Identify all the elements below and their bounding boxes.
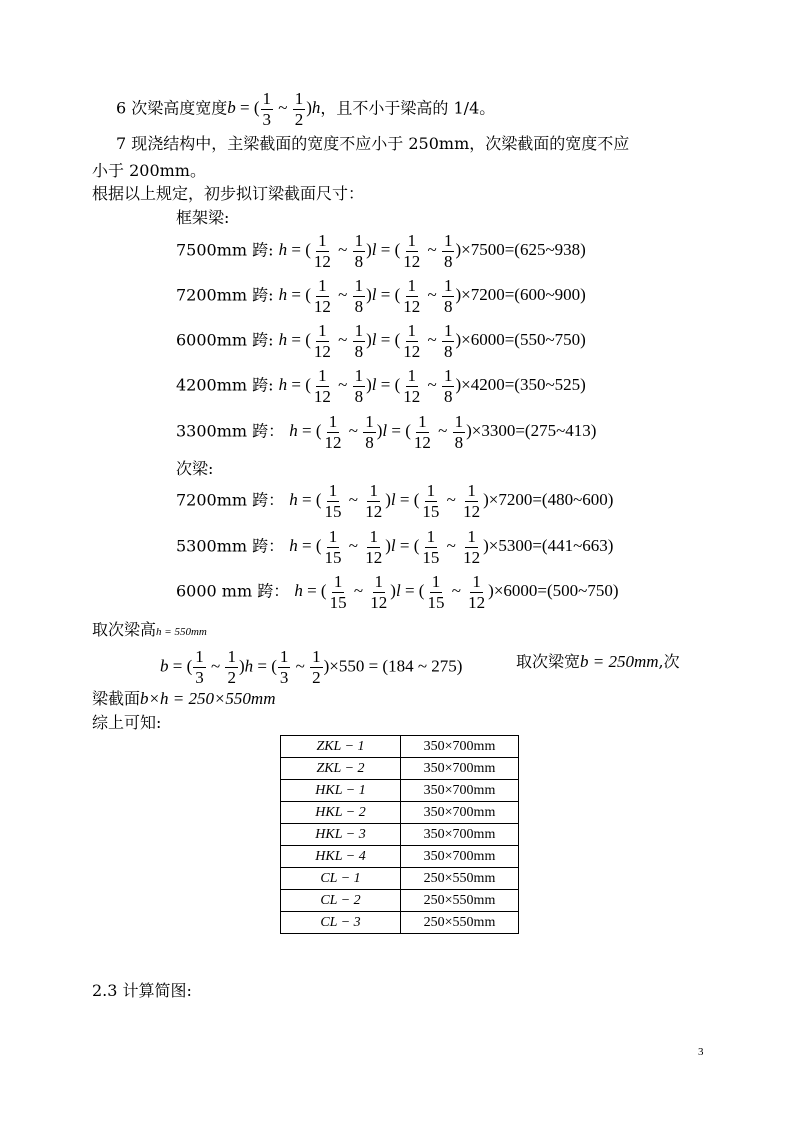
summary-heading: 综上可知:: [92, 713, 162, 732]
section-line-text: 梁截面: [92, 689, 141, 708]
fraction: $\frac{1}{12}$: [463, 481, 481, 521]
span-result: ×7200=(600~900): [461, 285, 586, 305]
span-formula: h = ( $\frac{1}{12}$ ~ $\frac{1}{8}$ )l = ( $\frac{1}{12}$ ~ $\frac{1}{8}$ )×7200=(600~900): [278, 276, 586, 316]
take-height-math: h = 550mm: [156, 626, 207, 638]
fraction: $\frac{1}{12}$: [313, 366, 331, 406]
span-label: 3300mm 跨：: [176, 421, 285, 441]
beam-size-cell: 350×700mm: [401, 802, 519, 824]
fraction: $\frac{1}{15}$: [324, 527, 342, 567]
fraction: $\frac{1}{15}$: [324, 481, 342, 521]
fraction: $\frac{1}{8}$: [354, 366, 364, 406]
page-number: 3: [698, 1046, 704, 1058]
rule-7-line-2: 小于 200mm。: [92, 161, 206, 180]
beam-name-cell: HKL − 1: [281, 780, 401, 802]
span-formula-row: [176, 482, 613, 521]
frame-beam-heading: 框架梁:: [176, 208, 230, 227]
table-row: [281, 758, 519, 780]
span-formula: h = ( $\frac{1}{12}$ ~ $\frac{1}{8}$ )l = ( $\frac{1}{12}$ ~ $\frac{1}{8}$ )×7500=(625~938): [278, 231, 586, 271]
span-formula-row: [176, 277, 586, 316]
take-width-trailing: ,次: [658, 652, 680, 671]
fraction: $\frac{1}{12}$: [313, 321, 331, 361]
fraction: $\frac{1}{12}$: [413, 412, 431, 452]
fraction: $\frac{1}{12}$: [463, 527, 481, 567]
span-formula: h = ( $\frac{1}{12}$ ~ $\frac{1}{8}$ )l = ( $\frac{1}{12}$ ~ $\frac{1}{8}$ )×3300=(275~413): [289, 412, 597, 452]
beam-size-cell: 350×700mm: [401, 758, 519, 780]
fraction: $\frac{1}{3}$: [195, 647, 204, 687]
rule-6-line: [116, 90, 495, 129]
beam-name-cell: HKL − 2: [281, 802, 401, 824]
beam-name-cell: CL − 2: [281, 890, 401, 912]
fraction: $\frac{1}{15}$: [427, 572, 445, 612]
beam-size-table: [280, 735, 519, 934]
span-formula-row: [176, 232, 586, 271]
beam-size-cell: 250×550mm: [401, 890, 519, 912]
span-result: ×3300=(275~413): [471, 421, 597, 441]
beam-size-cell: 250×550mm: [401, 868, 519, 890]
rule-7-line-1: 7 现浇结构中，主梁截面的宽度不应小于 250mm，次梁截面的宽度不应: [116, 134, 630, 153]
take-height-text: 取次梁高: [92, 620, 157, 639]
span-result: ×4200=(350~525): [461, 375, 586, 395]
fraction: $\frac{1}{12}$: [365, 527, 383, 567]
fraction: $\frac{1}{15}$: [422, 527, 440, 567]
beam-name-cell: CL − 1: [281, 868, 401, 890]
fraction: $\frac{1}{15}$: [329, 572, 347, 612]
span-label: 4200mm 跨:: [176, 375, 274, 395]
span-label: 6000mm 跨:: [176, 330, 274, 350]
beam-name-cell: CL − 3: [281, 912, 401, 934]
section-line-math: b×h = 250×550mm: [140, 689, 276, 708]
span-formula-row: [176, 573, 619, 612]
fraction: $\frac{1}{8}$: [354, 276, 364, 316]
equals-open: = (: [235, 98, 260, 118]
var-b: b: [227, 98, 236, 118]
span-formula: h = ( $\frac{1}{15}$ ~ $\frac{1}{12}$ )l = ( $\frac{1}{15}$ ~ $\frac{1}{12}$ )×7200=(480~600): [289, 481, 614, 521]
beam-size-cell: 350×700mm: [401, 780, 519, 802]
span-formula: h = ( $\frac{1}{12}$ ~ $\frac{1}{8}$ )l = ( $\frac{1}{12}$ ~ $\frac{1}{8}$ )×6000=(550~750): [278, 321, 586, 361]
take-width-text: 取次梁宽: [516, 652, 581, 671]
take-width-math: b = 250mm: [580, 652, 659, 671]
take-height-line: [92, 622, 207, 638]
rule-6-prefix: 6 次梁高度宽度: [116, 98, 228, 118]
fraction: $\frac{1}{12}$: [403, 366, 421, 406]
intro-text: 根据以上规定，初步拟订梁截面尺寸：: [92, 184, 365, 203]
fraction: $\frac{1}{12}$: [313, 276, 331, 316]
paren-close: ): [306, 98, 312, 118]
span-label: 5300mm 跨：: [176, 536, 285, 556]
fraction: $\frac{1}{12}$: [403, 321, 421, 361]
span-formula: h = ( $\frac{1}{15}$ ~ $\frac{1}{12}$ )l = ( $\frac{1}{15}$ ~ $\frac{1}{12}$ )×6000=(500~750): [294, 572, 619, 612]
span-label: 7500mm 跨:: [176, 240, 274, 260]
fraction: $\frac{1}{12}$: [313, 231, 331, 271]
beam-name-cell: ZKL − 2: [281, 758, 401, 780]
beam-name-cell: HKL − 3: [281, 824, 401, 846]
fraction: $\frac{1}{3}$: [262, 89, 272, 129]
fraction: $\frac{1}{8}$: [354, 231, 364, 271]
table-row: [281, 890, 519, 912]
span-label: 7200mm 跨：: [176, 490, 285, 510]
table-row: [281, 802, 519, 824]
fraction: $\frac{1}{8}$: [365, 412, 374, 452]
span-formula-row: [176, 528, 613, 567]
rule-6-suffix: ，且不小于梁高的 1/4。: [320, 98, 496, 118]
tilde: ~: [274, 98, 292, 118]
beam-size-cell: 250×550mm: [401, 912, 519, 934]
span-formula-row: [176, 413, 596, 452]
fraction: $\frac{1}{12}$: [370, 572, 388, 612]
take-width-line: [516, 653, 680, 670]
span-result: ×7200=(480~600): [488, 490, 614, 510]
beam-size-cell: 350×700mm: [401, 846, 519, 868]
fraction: $\frac{1}{8}$: [443, 231, 453, 271]
table-row: [281, 846, 519, 868]
fraction: $\frac{1}{8}$: [443, 276, 453, 316]
fraction: $\frac{1}{2}$: [312, 647, 321, 687]
fraction: $\frac{1}{8}$: [454, 412, 464, 452]
beam-size-cell: 350×700mm: [401, 736, 519, 758]
fraction: $\frac{1}{8}$: [443, 366, 453, 406]
fraction: $\frac{1}{3}$: [279, 647, 289, 687]
table-row: [281, 780, 519, 802]
width-equation: b = ( $\frac{1}{3}$ ~ $\frac{1}{2}$ )h = ( $\frac{1}{3}$ ~ $\frac{1}{2}$ )×550 = (184 ~ 275): [160, 647, 463, 687]
fraction: $\frac{1}{12}$: [365, 481, 383, 521]
table-row: [281, 868, 519, 890]
span-result: ×6000=(550~750): [461, 330, 586, 350]
table-row: [281, 736, 519, 758]
beam-size-cell: 350×700mm: [401, 824, 519, 846]
section-heading: 2.3 计算简图:: [92, 981, 192, 1000]
beam-name-cell: HKL − 4: [281, 846, 401, 868]
secondary-beam-heading: 次梁:: [176, 459, 214, 478]
table-row: [281, 912, 519, 934]
fraction: $\frac{1}{12}$: [324, 412, 342, 452]
table-row: [281, 824, 519, 846]
fraction: $\frac{1}{8}$: [354, 321, 364, 361]
var-h: h: [311, 98, 321, 118]
span-label: 7200mm 跨:: [176, 285, 274, 305]
fraction: $\frac{1}{12}$: [468, 572, 486, 612]
fraction: $\frac{1}{8}$: [443, 321, 453, 361]
span-formula: h = ( $\frac{1}{15}$ ~ $\frac{1}{12}$ )l = ( $\frac{1}{15}$ ~ $\frac{1}{12}$ )×5300=(441~663): [289, 527, 614, 567]
span-formula-row: [176, 322, 586, 361]
span-result: ×5300=(441~663): [488, 536, 614, 556]
span-label: 6000 mm 跨：: [176, 581, 290, 601]
span-formula-row: [176, 367, 586, 406]
fraction: $\frac{1}{2}$: [227, 647, 236, 687]
span-result: ×7500=(625~938): [461, 240, 586, 260]
fraction: $\frac{1}{12}$: [403, 231, 421, 271]
section-line: [92, 690, 275, 707]
fraction: $\frac{1}{2}$: [294, 89, 304, 129]
span-formula: h = ( $\frac{1}{12}$ ~ $\frac{1}{8}$ )l = ( $\frac{1}{12}$ ~ $\frac{1}{8}$ )×4200=(350~525): [278, 366, 586, 406]
fraction: $\frac{1}{12}$: [403, 276, 421, 316]
span-result: ×6000=(500~750): [493, 581, 619, 601]
beam-name-cell: ZKL − 1: [281, 736, 401, 758]
fraction: $\frac{1}{15}$: [422, 481, 440, 521]
